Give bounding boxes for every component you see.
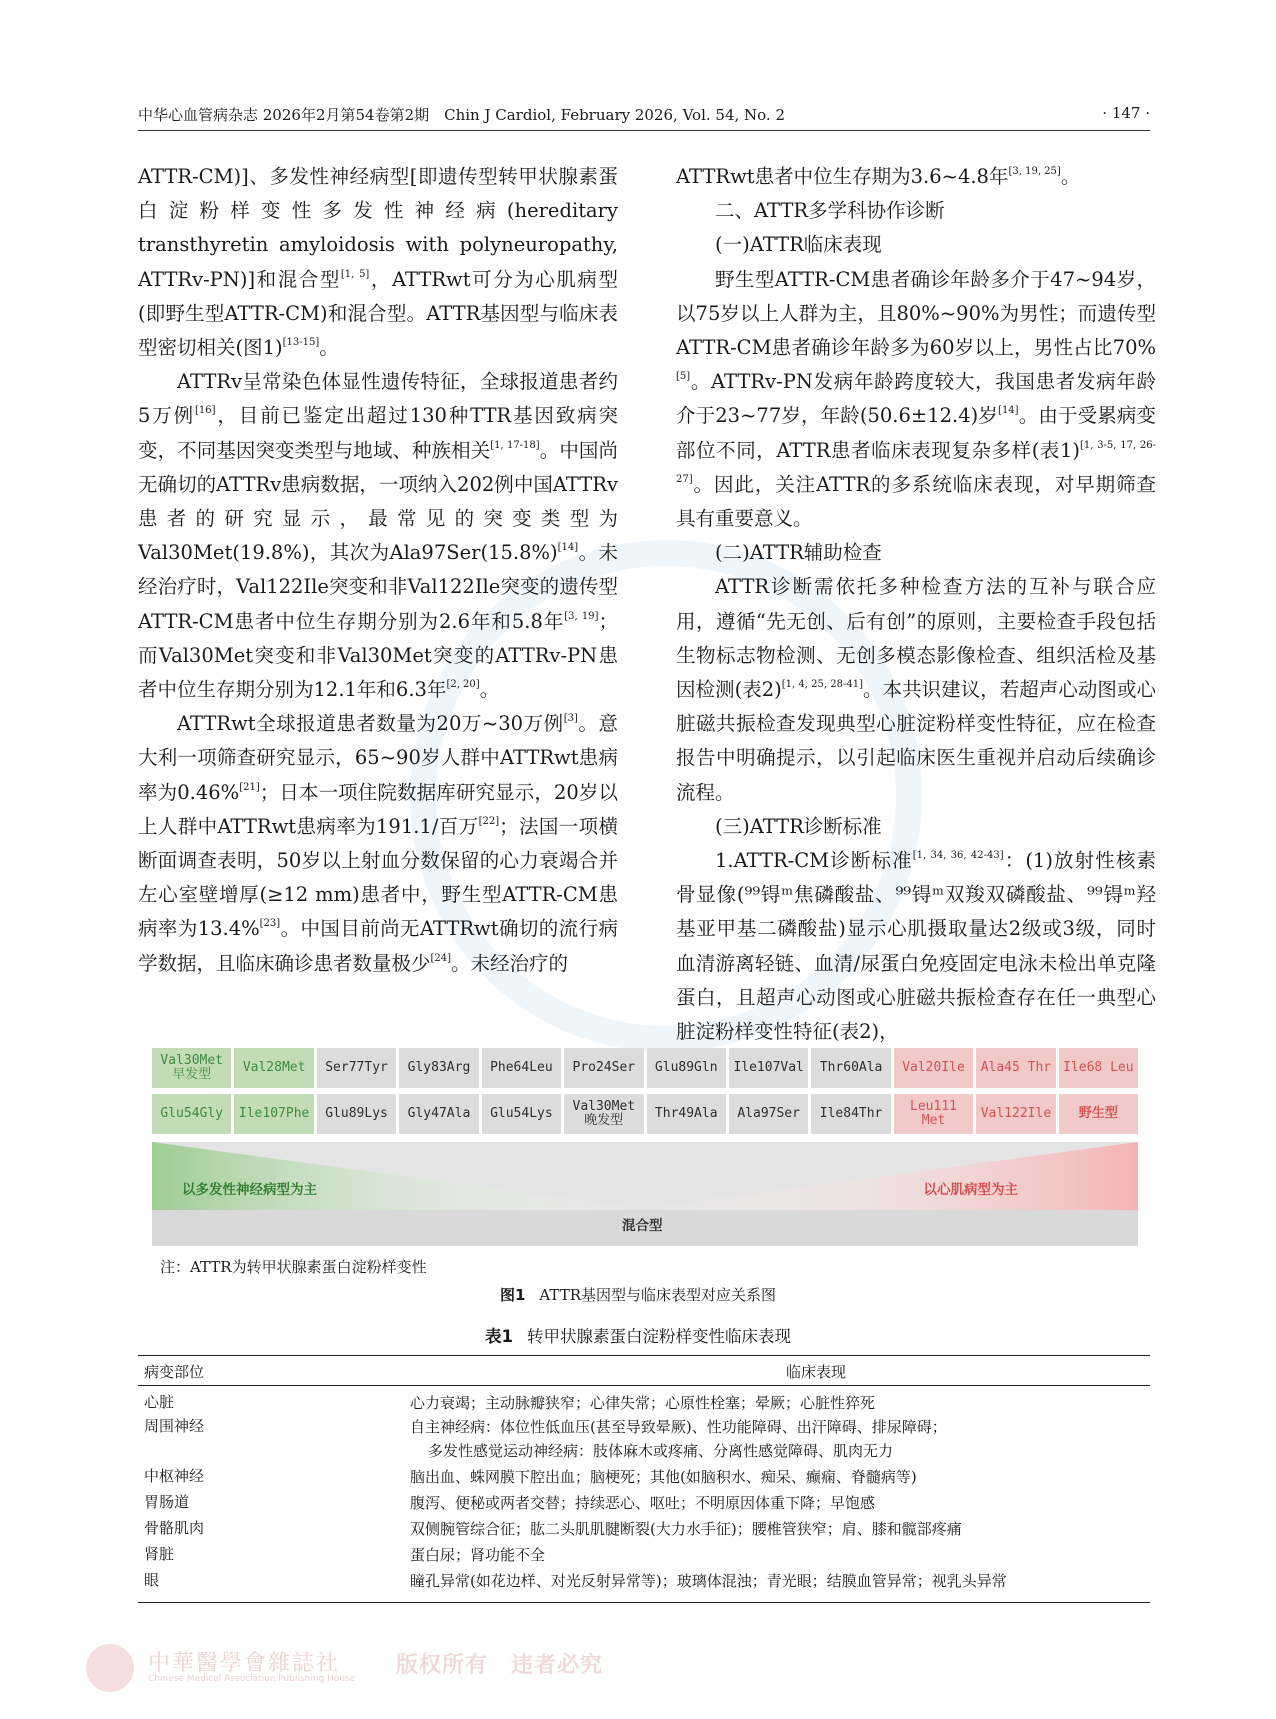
citation: [14] [557, 542, 579, 554]
genotype-cell: Ile107Phe [234, 1094, 313, 1134]
manifestation-line: 心力衰竭；主动脉瓣狭窄；心律失常；心原性栓塞；晕厥；心脏性猝死 [410, 1394, 876, 1412]
table-caption: 表1 转甲状腺素蛋白淀粉样变性临床表现 [485, 1327, 791, 1346]
table-header-site: 病变部位 [144, 1363, 205, 1381]
citation: [14] [998, 405, 1019, 417]
genotype-cell: Gly47Ala [399, 1094, 478, 1134]
citation: [1, 5] [340, 268, 370, 280]
citation: [3, 19] [564, 610, 599, 622]
genotype-cell: Val30Met 早发型 [152, 1048, 231, 1088]
table-header-manifestation: 临床表现 [786, 1363, 847, 1381]
table-rule [138, 1602, 1150, 1603]
genotype-cell: Glu54Gly [152, 1094, 231, 1134]
table-rule [138, 1355, 1150, 1356]
mixed-label: 混合型 [622, 1218, 663, 1234]
page-number: · 147 · [1102, 104, 1150, 122]
genotype-cell: Pro24Ser [564, 1048, 643, 1088]
genotype-cell: Val30Met 晚发型 [564, 1094, 643, 1134]
paragraph: 1.ATTR-CM诊断标准[1, 34, 36, 42-43]：(1)放射性核素骨显像(⁹⁹锝ᵐ焦磷酸盐、⁹⁹锝ᵐ双羧双磷酸盐、⁹⁹锝ᵐ羟基亚甲基二磷酸盐)显示心肌摄取量达2级或3级，同时血清游离轻链、血清/尿蛋白免疫固定电泳未检出单克隆蛋白，且超声心动图或心脏磁共振检查存在任一典型心脏淀粉样变性特征(表2)， [676, 849, 1157, 1044]
neuropathy-label: 以多发性神经病型为主 [182, 1182, 317, 1198]
genotype-cell: Ser77Tyr [317, 1048, 396, 1088]
genotype-row-2 [152, 1094, 1138, 1134]
citation: [16] [195, 405, 216, 417]
genotype-cell: Ile84Thr [811, 1094, 890, 1134]
citation: [3] [563, 713, 578, 725]
publisher-seal-icon [86, 1644, 134, 1692]
manifestation-line: 脑出血、蛛网膜下腔出血；脑梗死；其他(如脑积水、痴呆、癫痫、脊髓病等) [410, 1468, 917, 1486]
table-cell-manifestation [410, 1465, 917, 1489]
table-cell-manifestation [410, 1391, 875, 1415]
table-cell-site: 骨骼肌肉 [144, 1519, 205, 1537]
right-column [676, 160, 1156, 1049]
genotype-cell: Phe64Leu [482, 1048, 561, 1088]
genotype-cell: Ala45 Thr [976, 1048, 1055, 1088]
copyright-notice: 版权所有 违者必究 [396, 1653, 604, 1678]
table-cell-manifestation [410, 1491, 875, 1515]
paragraph: ATTR诊断需依托多种检查方法的互补与联合应用，遵循“先无创、后有创”的原则，主要检查手段包括生物标志物检测、无创多模态影像检查、组织活检及基因检测(表2)[1, 4, 25, 28-41]。本共识建议，若超声心动图或心脏磁共振检查发现典型心脏淀粉样变性特征，应在检查报告中明确提示，以引起临床医生重视并启动后续确诊流程。 [676, 575, 1156, 804]
genotype-cell: Ala97Ser [729, 1094, 808, 1134]
citation: [23] [259, 918, 281, 930]
table-cell-site: 心脏 [144, 1393, 175, 1411]
publisher-name-en: Chinese Medical Association Publishing House [148, 1674, 356, 1684]
table-cell-manifestation [410, 1415, 947, 1463]
genotype-cell: Glu54Lys [482, 1094, 561, 1134]
genotype-cell: Val28Met [234, 1048, 313, 1088]
subsection-heading: (二)ATTR辅助检查 [715, 541, 882, 565]
genotype-cell: Leu111 Met [894, 1094, 973, 1134]
subsection-heading: (一)ATTR临床表现 [715, 233, 882, 257]
paragraph: ATTRwt全球报道患者数量为20万~30万例[3]。意大利一项筛查研究显示，65~90岁人群中ATTRwt患病率为0.46%[21]；日本一项住院数据库研究显示，20岁以上人群中ATTRwt患病率为191.1/百万[22]；法国一项横断面调查表明，50岁以上射血分数保留的心力衰竭合并左心室壁增厚(≥12 mm)患者中，野生型ATTR-CM患病率为13.4%[23]。中国目前尚无ATTRwt确切的流行病学数据，且临床确诊患者数量极少[24]。未经治疗的 [138, 712, 618, 975]
table-cell-site: 胃肠道 [144, 1493, 190, 1511]
citation: [1, 17-18] [490, 439, 540, 451]
paragraph: 野生型ATTR-CM患者确诊年龄多介于47~94岁，以75岁以上人群为主，且80%~90%为男性；而遗传型ATTR-CM患者确诊年龄多为60岁以上，男性占比70%[5]。ATTRv-PN发病年龄跨度较大，我国患者发病年龄介于23~77岁，年龄(50.6±12.4)岁[14]。由于受累病变部位不同，ATTR患者临床表现复杂多样(表1)[1, 3-5, 17, 26-27]。因此，关注ATTR的多系统临床表现，对早期筛查具有重要意义。 [676, 267, 1156, 531]
phenotype-gradient [152, 1142, 1138, 1246]
subsection-heading: (三)ATTR诊断标准 [715, 814, 882, 838]
figure-1-genotype-phenotype [152, 1048, 1138, 1248]
genotype-row-1 [152, 1048, 1138, 1088]
paragraph: ATTRv呈常染色体显性遗传特征，全球报道患者约5万例[16]，目前已鉴定出超过130种TTR基因致病突变，不同基因突变类型与地域、种族相关[1, 17-18]。中国尚无确切的ATTRv患病数据，一项纳入202例中国ATTRv患者的研究显示，最常见的突变类型为Val30Met(19.8%)，其次为Ala97Ser(15.8%)[14]。未经治疗时，Val122Ile突变和非Val122Ile突变的遗传型ATTR-CM患者中位生存期分别为2.6年和5.8年[3, 19]；而Val30Met突变和非Val30Met突变的ATTRv-PN患者中位生存期分别为12.1年和6.3年[2, 20]。 [138, 370, 618, 702]
table-rule [138, 1385, 1150, 1386]
genotype-cell: 野生型 [1059, 1094, 1138, 1134]
citation: [1, 4, 25, 28-41] [781, 679, 864, 691]
table-cell-site: 肾脏 [144, 1545, 175, 1563]
figure-note: 注：ATTR为转甲状腺素蛋白淀粉样变性 [160, 1258, 427, 1276]
manifestation-line: 蛋白尿；肾功能不全 [410, 1546, 546, 1564]
table-cell-manifestation [410, 1569, 1007, 1593]
manifestation-line: 多发性感觉运动神经病：肢体麻木或疼痛、分离性感觉障碍、肌肉无力 [428, 1442, 894, 1460]
table-cell-site: 周围神经 [144, 1417, 205, 1435]
genotype-cell: Glu89Lys [317, 1094, 396, 1134]
citation: [13-15] [282, 337, 320, 349]
genotype-cell: Ile107Val [729, 1048, 808, 1088]
genotype-cell: Ile68 Leu [1059, 1048, 1138, 1088]
manifestation-line: 双侧腕管综合征；肱二头肌肌腱断裂(大力水手征)；腰椎管狭窄；肩、膝和髋部疼痛 [410, 1520, 962, 1538]
cardiomyopathy-label: 以心肌病型为主 [923, 1182, 1018, 1198]
table-cell-site: 眼 [144, 1571, 160, 1589]
genotype-cell: Thr49Ala [647, 1094, 726, 1134]
citation: [24] [430, 952, 452, 964]
genotype-cell: Glu89Gln [647, 1048, 726, 1088]
citation: [5] [676, 371, 691, 383]
genotype-cell: Val20Ile [894, 1048, 973, 1088]
journal-citation: 中华心血管病杂志 2026年2月第54卷第2期 Chin J Cardiol, February 2026, Vol. 54, No. 2 [138, 106, 785, 124]
manifestation-line: 瞳孔异常(如花边样、对光反射异常等)；玻璃体混浊；青光眼；结膜血管异常；视乳头异常 [410, 1572, 1007, 1590]
table-cell-manifestation [410, 1543, 545, 1567]
citation: [2, 20] [446, 679, 480, 691]
citation: [3, 19, 25] [1008, 166, 1061, 177]
section-heading: 二、ATTR多学科协作诊断 [715, 199, 945, 223]
figure-caption: 图1 ATTR基因型与临床表型对应关系图 [499, 1286, 777, 1304]
genotype-cell: Val122Ile [976, 1094, 1055, 1134]
table-cell-manifestation [410, 1517, 962, 1541]
citation: [22] [478, 815, 500, 827]
manifestation-line: 腹泻、便秘或两者交替；持续恶心、呕吐；不明原因体重下降；早饱感 [410, 1494, 876, 1512]
genotype-cell: Thr60Ala [811, 1048, 890, 1088]
publisher-name: 中華醫學會雜誌社 [148, 1651, 341, 1676]
page-header [138, 100, 1150, 131]
citation: [1, 3-5, 17, 26-27] [676, 439, 1156, 485]
genotype-cell: Gly83Arg [399, 1048, 478, 1088]
paragraph: ATTRwt患者中位生存期为3.6~4.8年[3, 19, 25]。 [676, 165, 1081, 188]
paragraph: ATTR-CM)]、多发性神经病型[即遗传型转甲状腺素蛋白淀粉样变性多发性神经病(hereditary transthyretin amyloidosis with polyneuropathy, ATTRv-PN)]和混合型[1, 5]，ATTRwt可分为心肌病型(即野生型ATTR-CM)和混合型。ATTR基因型与临床表型密切相关(图1)[13-15]。 [138, 165, 618, 360]
publisher-logo [86, 1640, 646, 1700]
left-column [138, 160, 618, 981]
citation: [21] [239, 781, 260, 793]
table-cell-site: 中枢神经 [144, 1467, 205, 1485]
citation: [1, 34, 36, 42-43] [912, 850, 1004, 862]
manifestation-line: 自主神经病：体位性低血压(甚至导致晕厥)、性功能障碍、出汗障碍、排尿障碍； [410, 1418, 947, 1436]
